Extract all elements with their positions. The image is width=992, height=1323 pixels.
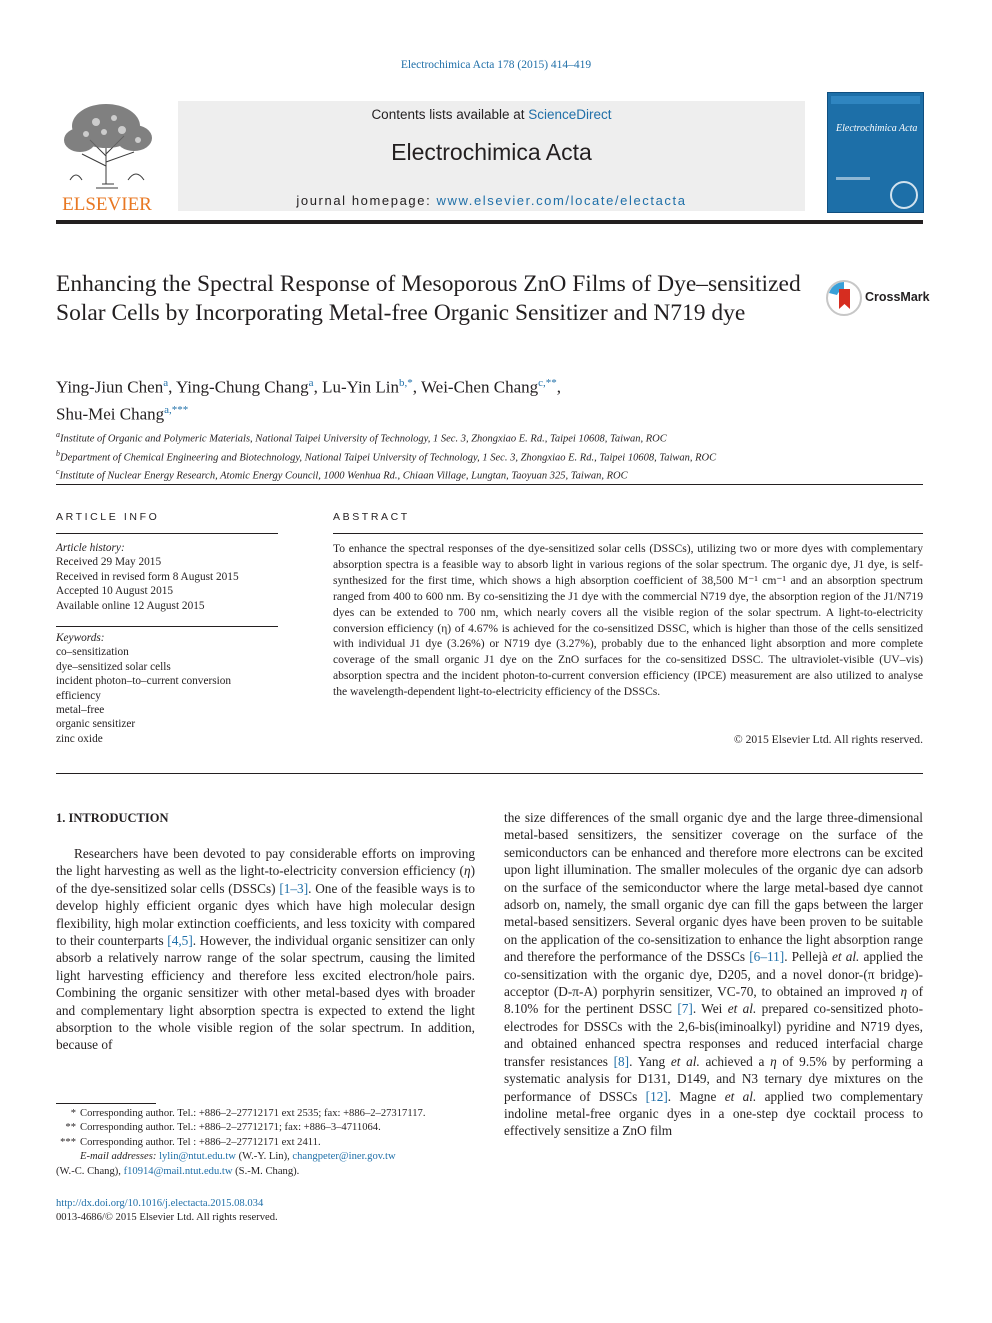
history-item: Accepted 10 August 2015: [56, 585, 174, 598]
italic-text: et al.: [670, 1053, 700, 1069]
journal-homepage-line: [178, 193, 805, 208]
affiliation-text: Institute of Organic and Polymeric Materials, National Taipei University of Technology, 1 Sec. 3, Zhongxiao E. Rd., Taipei 10608, Taiwan, ROC: [60, 433, 667, 445]
footnote-item: [56, 1107, 476, 1121]
affiliation-list: [56, 428, 926, 484]
elsevier-tree-icon: [56, 96, 158, 214]
history-item: Available online 12 August 2015: [56, 599, 205, 612]
citation-link[interactable]: Electrochimica Acta 178 (2015) 414–419: [400, 59, 592, 71]
affiliation-key: b: [56, 448, 60, 458]
email-owner-2: (W.-C. Chang),: [56, 1165, 124, 1177]
italic-text: et al.: [727, 1001, 757, 1017]
keyword-item: zinc oxide: [56, 732, 103, 745]
crossmark-button[interactable]: [825, 279, 930, 319]
body-text: the size differences of the small organic dye and the large three-dimensional metal-based sensitizers, the sensitizer coverage on the surface of the semiconductors can be enhanced and therefore more electrons can be excited upon light illumination. The smaller molecules of the organic dye can adsorb on the surface of the semiconductor where the large metal-based dye cannot adsorb on, namely, the small organic dye can fill the gaps between the larger metal-based sensitizers. Several organic dyes have been proven to be suitable on the application of the co-sensitization to enhance the light absorption range and therefore the performance of the DSSCs: [504, 810, 923, 965]
history-label: Article history:: [56, 542, 125, 554]
email-link-1[interactable]: lylin@ntut.edu.tw: [159, 1151, 236, 1163]
citation-reference[interactable]: [4,5]: [167, 933, 193, 949]
body-text: ) of the dye-sensitized solar cells (DSSCs): [56, 863, 475, 896]
footnote-item: [56, 1136, 476, 1150]
keyword-item: incident photon–to–current conversion: [56, 675, 232, 688]
body-text: . Yang: [629, 1053, 671, 1069]
body-text: . Wei: [692, 1001, 728, 1017]
history-item: Received 29 May 2015: [56, 556, 162, 569]
article-info-rule: [56, 533, 278, 534]
history-item: Received in revised form 8 August 2015: [56, 570, 239, 583]
keyword-item: co–sensitization: [56, 646, 129, 659]
footnotes: [56, 1107, 476, 1179]
article-info-heading: ARTICLE INFO: [56, 511, 160, 523]
keywords-label: Keywords:: [56, 632, 105, 644]
author-affiliation-mark[interactable]: a: [163, 377, 169, 389]
abstract-text: To enhance the spectral responses of the dye-sensitized solar cells (DSSCs), utilizing two or more dyes with complementary absorption spectra is a feasible way to absorb light in various regions of the solar spectrum. The organic dye, J1 dye, is self-synthesized for the first time, which shows a high absorption coefficient of 38,500 M⁻¹ cm⁻¹ and an absorption spectrum ranged from 400 to 600 nm. By co-sensitizing the J1 dye with the commercial N719 dye, the absorption region of the J1/N719 dyes can be extended to 700 nm, which nearly covers all the visible region of the solar spectrum. A light-to-electricity conversion efficiency (η) of 4.67% is achieved for the co-sensitized DSSC, which is higher than those of the cells sensitized with individual J1 dye (3.26%) or N719 dye (3.27%), probably due to the enhanced light absorption and more complete coverage of the small organic J1 dye on the ZnO surfaces for the co-sensitized DSSC. The ultraviolet-visible (UV–vis) absorption spectra and the incident photon-to-current conversion efficiency (IPCE) measurement are also utilized to analyse the wavelength-dependent light-to-electricity efficiency of the DSSCs.: [333, 542, 923, 699]
footnote-text: Corresponding author. Tel.: +886–2–27712171; fax: +886–3–4711064.: [80, 1122, 381, 1134]
keywords-list: [56, 645, 286, 746]
body-left-column: [56, 845, 475, 1054]
author-separator: ,: [168, 377, 176, 397]
email-owner-1: (W.-Y. Lin),: [235, 1151, 293, 1163]
footnote-text: Corresponding author. Tel.: +886–2–27712171 ext 2535; fax: +886–2–27317117.: [80, 1108, 426, 1119]
abstract-rule: [333, 533, 923, 534]
journal-homepage-link[interactable]: www.elsevier.com/locate/electacta: [436, 193, 687, 208]
abstract-bottom-rule: [56, 773, 923, 774]
journal-citation[interactable]: [0, 59, 992, 71]
section-heading: 1. INTRODUCTION: [56, 811, 169, 825]
journal-name: Electrochimica Acta: [391, 139, 592, 165]
contents-prefix: Contents lists available at: [371, 107, 529, 122]
body-text: of 9.5% by performing a systematic analysis for D131, D149, and N3 ternary dye mixtures on the performance of DSSCs: [504, 1053, 923, 1104]
body-text: Researchers have been devoted to pay considerable efforts on improving the light harvesting as well as the light-to-electricity conversion efficiency (: [56, 846, 475, 879]
footnote-mark: ***: [60, 1136, 76, 1148]
body-right-column: [504, 809, 923, 1140]
header-rule: [56, 220, 923, 224]
affiliation-item: [56, 428, 926, 447]
author-affiliation-mark[interactable]: b,*: [399, 377, 413, 389]
doi-block: [56, 1197, 476, 1226]
author-affiliation-mark[interactable]: a,***: [164, 403, 189, 416]
doi-link[interactable]: http://dx.doi.org/10.1016/j.electacta.2015.08.034: [56, 1198, 264, 1209]
email-line: [56, 1150, 476, 1164]
author-name: Ying-Chung Chang: [175, 377, 309, 397]
citation-reference[interactable]: [12]: [645, 1088, 668, 1104]
email-label: E-mail addresses:: [80, 1151, 157, 1163]
email-line-2: [56, 1165, 476, 1179]
affiliation-key: c: [56, 467, 60, 476]
body-text: achieved a: [699, 1053, 771, 1069]
italic-text: η: [463, 863, 471, 879]
author-list: [56, 372, 816, 425]
cover-graphic: [828, 93, 923, 212]
affiliation-key: a: [56, 430, 60, 439]
body-text: applied the co-sensitization with the organic dye, D205, and a novel donor-(π bridge)-acceptor (D-π-A) porphyrin sensitizer, VC-70, to obtained an improved: [504, 949, 924, 1000]
title-rule: [56, 484, 923, 485]
contents-line: [178, 107, 805, 122]
journal-cover-image[interactable]: [827, 92, 924, 213]
body-text: . Pellejà: [784, 949, 832, 965]
keywords-rule: [56, 626, 278, 627]
author-name: Wei-Chen Chang: [420, 377, 539, 397]
footnote-rule: [56, 1103, 156, 1104]
body-text: applied two complementary indoline metal-free organic dyes in a one-step dye cocktail process to effectively sensitize a ZnO film: [504, 1088, 923, 1139]
author-name: Lu-Yin Lin: [322, 377, 400, 397]
italic-text: et al.: [831, 949, 860, 965]
affiliation-text: Department of Chemical Engineering and Biotechnology, National Taipei University of Technology, 1 Sec. 3, Zhongxiao E. Rd., Taipei 10608, Taiwan, ROC: [60, 452, 717, 463]
email-link-2[interactable]: changpeter@iner.gov.tw: [292, 1151, 396, 1163]
abstract-copyright: © 2015 Elsevier Ltd. All rights reserved.: [733, 733, 923, 746]
author-name: Shu-Mei Chang: [56, 404, 165, 424]
citation-reference[interactable]: [6–11]: [749, 949, 785, 965]
italic-text: η: [900, 984, 908, 1000]
author-separator: ,: [412, 377, 421, 397]
body-text: prepared co-sensitized photo-electrodes for DSSCs with the 2,6-bis(iminoalkyl) pyridine and N719 dyes, and obtained enhanced spectra responses and reduced interfacial charge transfer resistances: [504, 1001, 923, 1069]
issn-line: 0013-4686/© 2015 Elsevier Ltd. All rights reserved.: [56, 1212, 278, 1224]
footnote-mark: *: [70, 1108, 76, 1119]
crossmark-label: CrossMark: [865, 290, 930, 304]
citation-reference[interactable]: [1–3]: [279, 880, 309, 896]
homepage-prefix: journal homepage:: [296, 193, 437, 208]
italic-text: η: [770, 1053, 777, 1069]
sciencedirect-link[interactable]: ScienceDirect: [528, 107, 612, 122]
author-separator: ,: [313, 377, 323, 397]
footnote-text: Corresponding author. Tel : +886–2–27712171 ext 2411.: [80, 1136, 321, 1148]
body-text: . One of the feasible ways is to develop highly efficient organic dyes which have high molecular design flexibility, high molar extinction coefficients, and less toxicity with compared to their counterparts: [56, 880, 475, 949]
body-text: . Magne: [667, 1088, 725, 1104]
crossmark-icon: [825, 279, 863, 317]
affiliation-item: [56, 447, 926, 466]
body-text: . However, the individual organic sensitizer can only absorb a relatively narrow range of the solar spectrum, causing the limited light harvesting efficiency and therefore less excited electron/hole pairs. Combining the organic sensitizer with other metal-based dyes with broader and complementary light absorption spectra is expected to extend the light absorption to the whole visible region of the solar spectrum. In addition, because of: [56, 933, 475, 1053]
author-affiliation-mark[interactable]: a: [308, 377, 314, 389]
history-list: [56, 555, 286, 613]
citation-reference[interactable]: [7]: [677, 1001, 693, 1017]
citation-reference[interactable]: [8]: [613, 1053, 630, 1069]
email-owner-3: (S.-M. Chang).: [232, 1165, 300, 1177]
author-separator: ,: [556, 377, 562, 397]
affiliation-item: [56, 465, 926, 484]
keyword-item: metal–free: [56, 704, 105, 717]
journal-banner: [178, 101, 805, 211]
author-affiliation-mark[interactable]: c,**: [538, 377, 557, 389]
keyword-item: dye–sensitized solar cells: [56, 660, 171, 673]
italic-text: et al.: [724, 1088, 757, 1104]
footnote-item: [56, 1121, 476, 1135]
corresponding-author-notes: [56, 1107, 476, 1150]
author-name: Ying-Jiun Chen: [56, 377, 164, 397]
cover-title: Electrochimica Acta: [836, 123, 918, 134]
footnote-mark: **: [65, 1122, 76, 1134]
article-title: Enhancing the Spectral Response of Mesoporous ZnO Films of Dye–sensitized Solar Cells by Incorporating Metal-free Organic Sensitizer and N719 dye: [56, 271, 801, 326]
body-text: of 8.10% for the pertinent DSSC: [504, 984, 923, 1017]
affiliation-text: Institute of Nuclear Energy Research, Atomic Energy Council, 1000 Wenhua Rd., Chiaan Village, Lungtan, Taoyuan 325, Taiwan, ROC: [59, 470, 628, 482]
keyword-item: organic sensitizer: [56, 718, 136, 731]
keyword-item: efficiency: [56, 689, 101, 702]
article-history: [56, 541, 286, 613]
abstract-heading: ABSTRACT: [333, 511, 410, 523]
elsevier-wordmark: ELSEVIER: [62, 194, 152, 214]
elsevier-logo: [56, 96, 158, 214]
email-link-3[interactable]: f10914@mail.ntut.edu.tw: [123, 1165, 233, 1177]
keywords-block: [56, 631, 286, 746]
